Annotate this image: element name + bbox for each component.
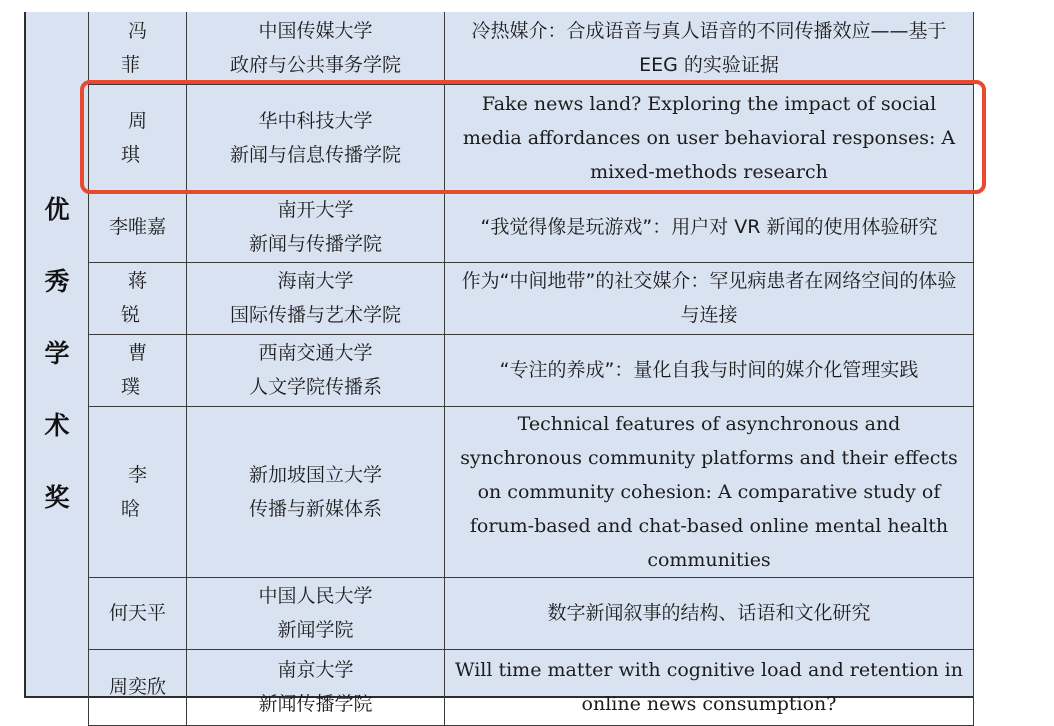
paper-title-cell: [445, 334, 974, 406]
department-name: 传播与新媒体系: [248, 497, 382, 520]
winner-name: 李 晗: [120, 463, 161, 520]
winner-name: 李唯嘉: [108, 216, 166, 238]
winner-name: 曹 璞: [120, 342, 161, 398]
school-cell: [187, 262, 445, 334]
school-cell: [187, 649, 445, 725]
winner-name-cell: [89, 84, 187, 192]
paper-title: “专注的养成”：量化自我与时间的媒介化管理实践: [499, 359, 919, 381]
winner-name-cell: [89, 649, 187, 725]
winner-name-cell: [89, 406, 187, 577]
paper-title-cell: [445, 84, 974, 192]
school-cell: [187, 577, 445, 649]
table-row: [89, 84, 974, 192]
paper-title-cell: [445, 577, 974, 649]
paper-title-cell: [445, 406, 974, 577]
paper-title-cell: [445, 649, 974, 725]
table-row: [89, 12, 974, 84]
paper-title-cell: [445, 262, 974, 334]
paper-title: Will time matter with cognitive load and retention in online news consumption?: [455, 659, 963, 715]
award-category-column: [26, 12, 88, 696]
winner-name: 冯 菲: [120, 19, 161, 76]
winner-name: 蒋 锐: [120, 270, 161, 326]
paper-title: 作为“中间地带”的社交媒介：罕见病患者在网络空间的体验与连接: [461, 270, 957, 326]
university-name: 南京大学: [277, 659, 354, 681]
paper-title-cell: [445, 192, 974, 262]
table-row: [89, 334, 974, 406]
paper-title: “我觉得像是玩游戏”：用户对 VR 新闻的使用体验研究: [480, 216, 938, 238]
winner-name: 周 琪: [120, 110, 161, 166]
school-cell: [187, 84, 445, 192]
winner-name-cell: [89, 577, 187, 649]
table-row: [89, 649, 974, 725]
university-name: 西南交通大学: [258, 342, 373, 364]
award-char: 学: [44, 339, 70, 368]
university-name: 南开大学: [277, 199, 354, 221]
table-row: [89, 262, 974, 334]
department-name: 新闻与信息传播学院: [229, 144, 401, 166]
winner-name-cell: [89, 192, 187, 262]
department-name: 政府与公共事务学院: [229, 53, 401, 76]
department-name: 人文学院传播系: [248, 376, 382, 398]
paper-title: Fake news land? Exploring the impact of social media affordances on user behavioral responses: A mixed-methods research: [462, 93, 956, 183]
table-row: [89, 192, 974, 262]
award-table: [88, 12, 974, 726]
university-name: 中国传媒大学: [258, 19, 373, 42]
university-name: 新加坡国立大学: [248, 463, 382, 486]
winner-name-cell: [89, 262, 187, 334]
winner-name: 何天平: [108, 602, 166, 624]
award-table-sheet: [24, 12, 974, 715]
school-cell: [187, 12, 445, 84]
table-row: [89, 577, 974, 649]
paper-title: 冷热媒介：合成语音与真人语音的不同传播效应——基于 EEG 的实验证据: [471, 19, 947, 76]
school-cell: [187, 192, 445, 262]
department-name: 国际传播与艺术学院: [229, 304, 401, 326]
paper-title: 数字新闻叙事的结构、话语和文化研究: [547, 602, 871, 624]
award-char: 秀: [44, 267, 70, 296]
department-name: 新闻与传播学院: [248, 233, 382, 255]
school-cell: [187, 406, 445, 577]
university-name: 海南大学: [277, 270, 354, 292]
paper-title-cell: [445, 12, 974, 84]
award-char: 优: [44, 195, 70, 224]
winner-name: 周奕欣: [108, 676, 166, 698]
table-row: [89, 406, 974, 577]
award-char: 奖: [44, 483, 70, 512]
school-cell: [187, 334, 445, 406]
department-name: 新闻学院: [277, 619, 354, 641]
university-name: 中国人民大学: [258, 585, 373, 607]
department-name: 新闻传播学院: [258, 693, 373, 715]
university-name: 华中科技大学: [258, 110, 373, 132]
award-char: 术: [44, 411, 70, 440]
winner-name-cell: [89, 334, 187, 406]
paper-title: Technical features of asynchronous and synchronous community platforms and their effects on community cohesion: A comparative study of forum-based and chat-based online mental health communities: [460, 412, 958, 571]
winner-name-cell: [89, 12, 187, 84]
